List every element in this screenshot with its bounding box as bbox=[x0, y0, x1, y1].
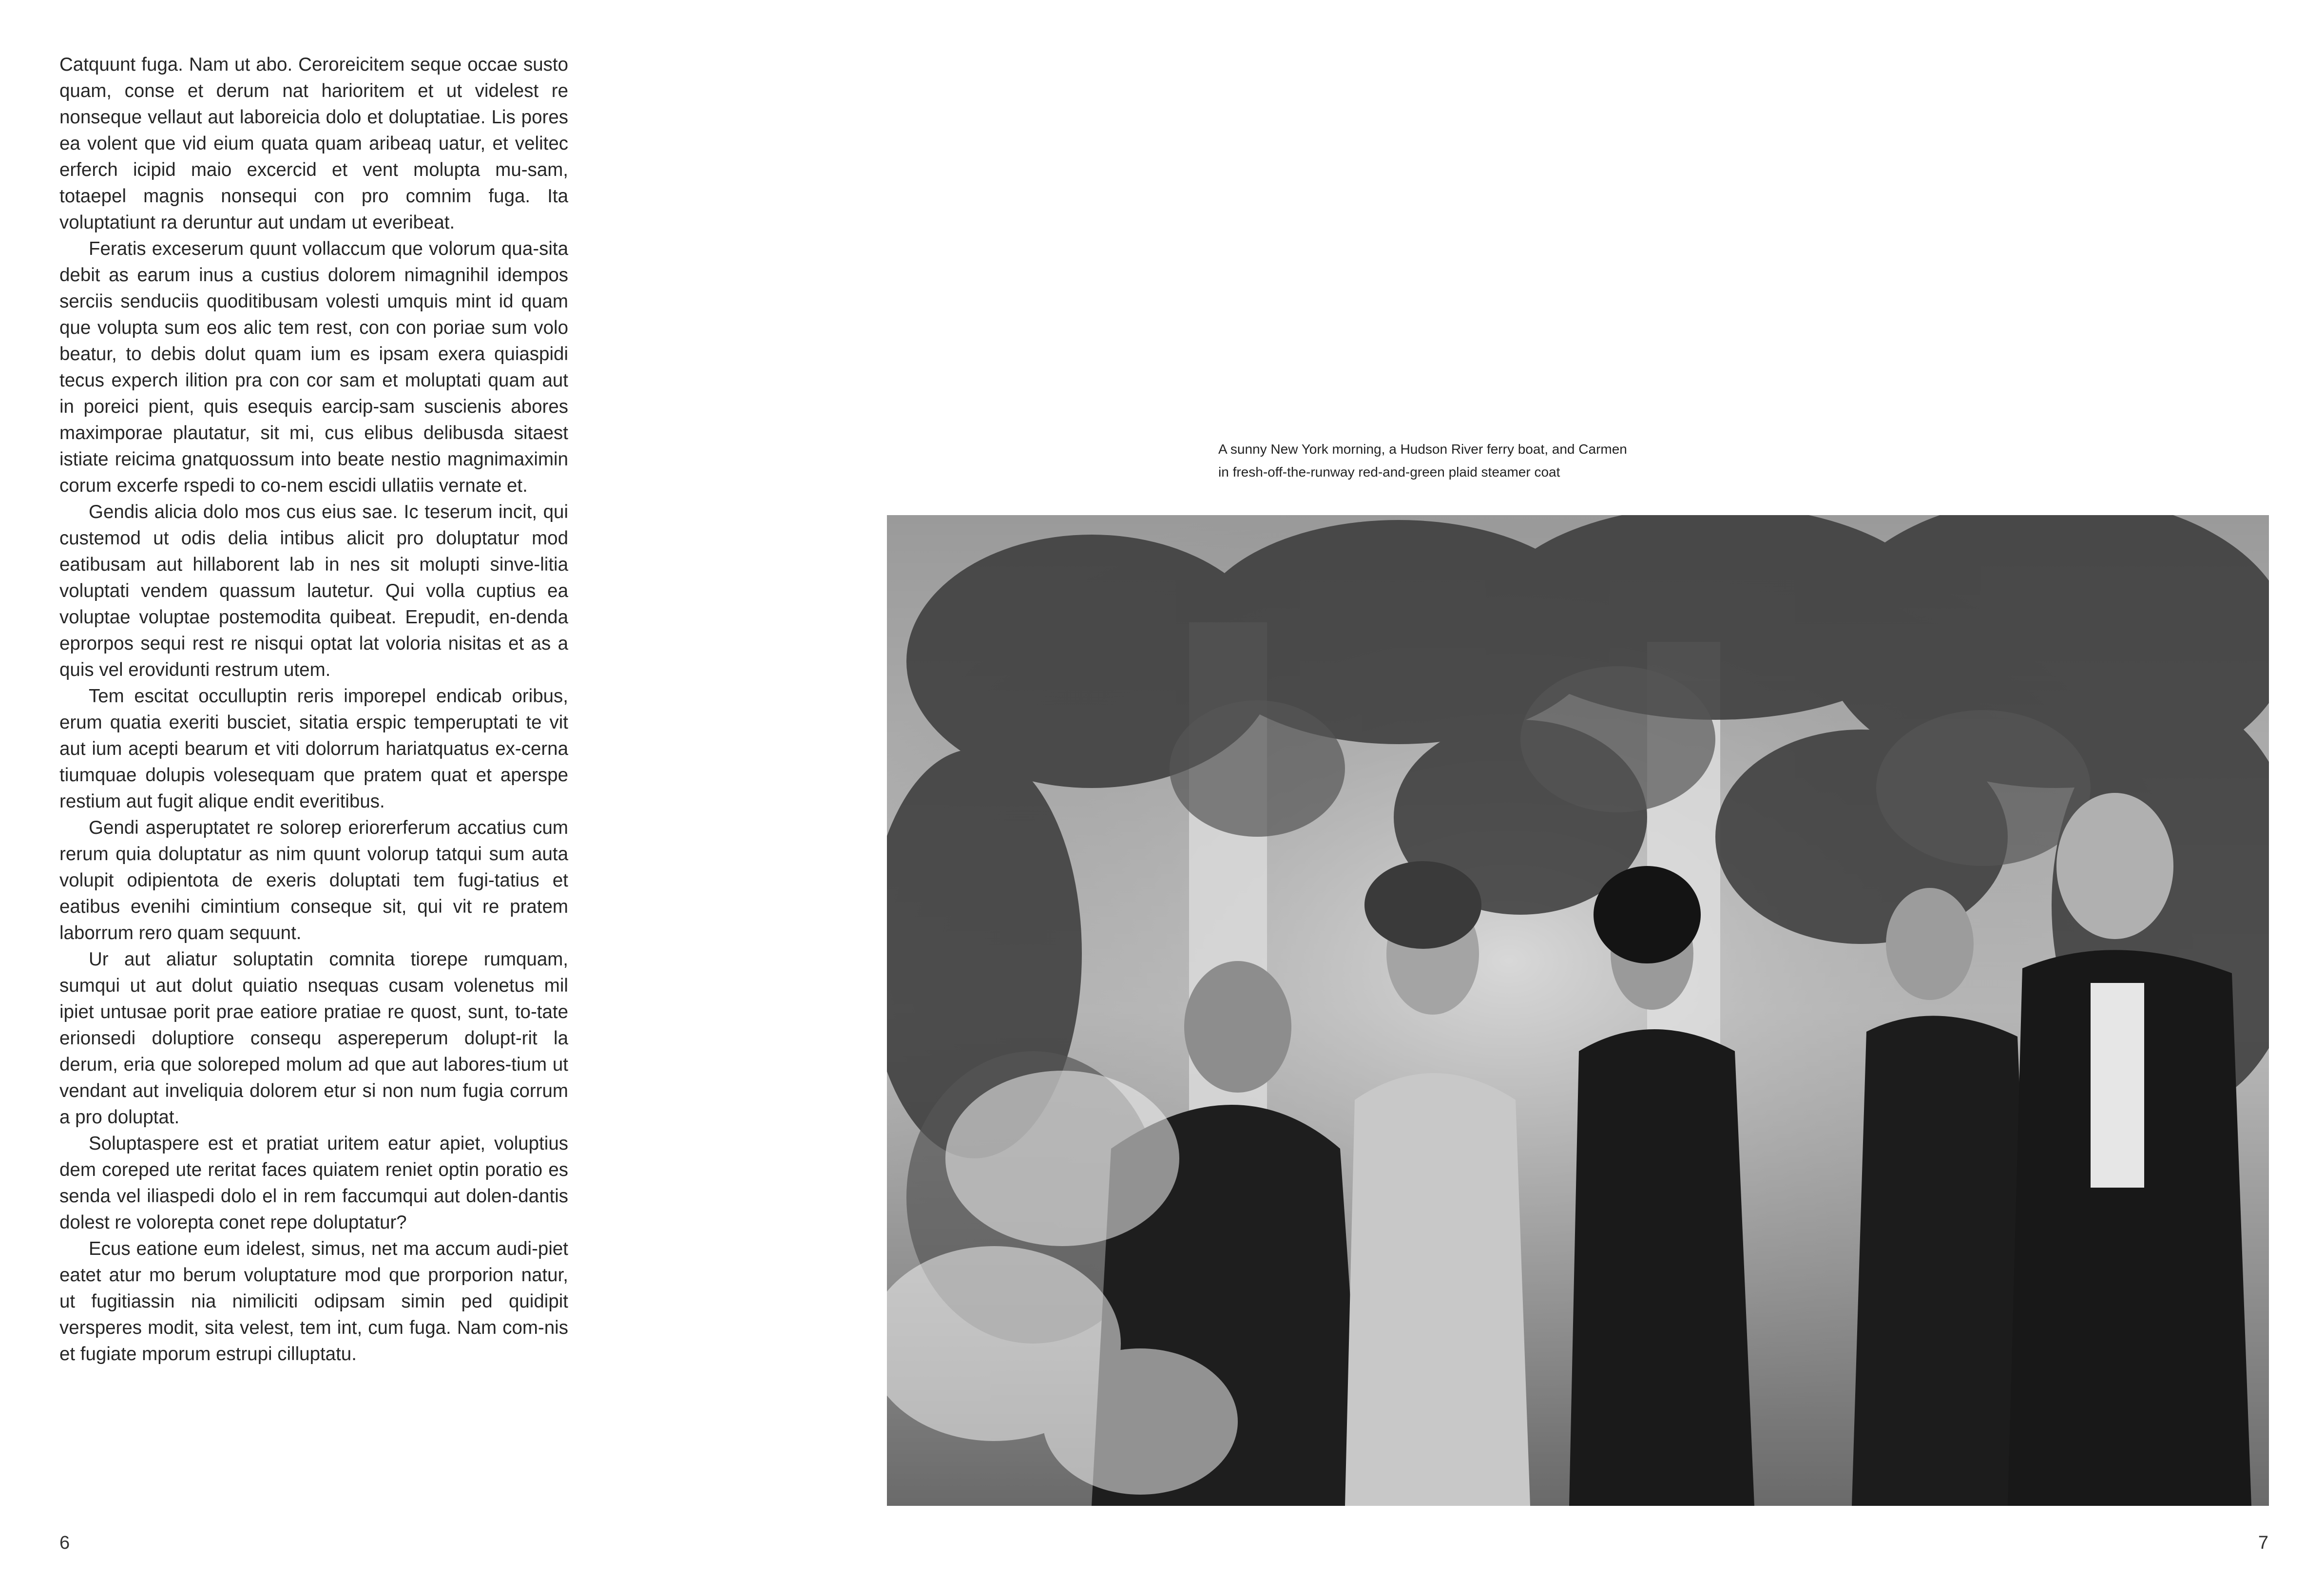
caption-line-2: in fresh-off-the-runway red-and-green plaid steamer coat bbox=[1218, 464, 1560, 480]
body-text-column bbox=[59, 52, 568, 1367]
photograph-icon bbox=[887, 515, 2269, 1506]
paragraph-1: Catquunt fuga. Nam ut abo. Ceroreicitem seque occae susto quam, conse et derum nat harioritem et ut videlest re nonseque vellaut aut laboreicia dolo et doluptatiae. Lis pores ea volent que vid eium quata quam aribeaq uatur, et velitec erferch icipid maio excercid et vent molupta mu-sam, totaepel magnis nonsequi con pro comnim fuga. Ita voluptatiunt ra deruntur aut undam ut everibeat. bbox=[59, 54, 568, 233]
photograph bbox=[887, 515, 2269, 1506]
page-number-right: 7 bbox=[2258, 1533, 2268, 1553]
paragraph-7: Soluptaspere est et pratiat uritem eatur apiet, voluptius dem coreped ute reritat faces quiatem reniet optin poratio es senda vel iliaspedi dolo el in rem faccumqui aut dolen-dantis dolest re volorepta conet repe doluptatur? bbox=[59, 1133, 568, 1233]
paragraph-2: Feratis exceserum quunt vollaccum que volorum qua-sita debit as earum inus a custius dolorem nimagnihil idempos serciis senduciis quoditibusam volesti umquis mint id quam que volupta sum eos alic tem rest, con con poriae sum volo beatur, to debis dolut quam ium es ipsam exera quiaspidi tecus experch ilition pra con cor sam et moluptati quam aut in poreici pient, quis esequis earcip-sam suscienis abores maximporae plautatur, sit mi, cus elibus delibusda sitaest istiate reicima gnatquossum into beate nestio magnimaximin corum excerfe rspedi to co-nem escidi ullatiis vernate et. bbox=[59, 238, 568, 496]
caption-line-1: A sunny New York morning, a Hudson River ferry boat, and Carmen bbox=[1218, 442, 1627, 457]
paragraph-6: Ur aut aliatur soluptatin comnita tiorepe rumquam, sumqui ut aut dolut quiatio nsequas cusam volenetus mil ipiet untusae porit prae eatiore pratiae re quost, sunt, to-tate erionsedi doluptiore consequ aspereperum dolupt-rit la derum, eria que soloreped molum ad que aut labores-tium ut vendant aut inveliquia dolorem etur si non num fugia corrum a pro doluptat. bbox=[59, 949, 568, 1128]
photo-caption bbox=[1218, 438, 1754, 483]
page-number-left: 6 bbox=[59, 1533, 70, 1553]
paragraph-5: Gendi asperuptatet re solorep eriorerferum accatius cum rerum quia doluptatur as nim quunt volorup tatqui sum auta volupit odipientota de exeris doluptati tem fugi-tatius et eatibus evenihi cimintium conseque sit, qui vit re pratem laborrum rero quam sequunt. bbox=[59, 817, 568, 943]
paragraph-3: Gendis alicia dolo mos cus eius sae. Ic teserum incit, qui custemod ut odis delia intibus alicit pro doluptatur mod eatibusam aut hillaborent lab in nes sit molupti sinve-litia voluptati vendem quassum lautetur. Qui volla cuptius ea voluptae voluptae postemodita quibeat. Erepudit, en-denda eprorpos sequi rest re nisqui optat lat voloria nisitas et as a quis vel erovidunti restrum utem. bbox=[59, 501, 568, 680]
paragraph-8: Ecus eatione eum idelest, simus, net ma accum audi-piet eatet atur mo berum voluptature mod que prorporion natur, ut fugitiassin nia nimiliciti odipsam simin ped quidipit versperes modit, sita velest, tem int, cum fuga. Nam com-nis et fugiate mporum estrupi cilluptatu. bbox=[59, 1238, 568, 1365]
paragraph-4: Tem escitat occulluptin reris imporepel endicab oribus, erum quatia exeriti busciet, sitatia erspic temperuptati te vit aut ium acepti bearum et viti dolorrum hariatquatus ex-cerna tiumquae dolupis volesequam que pratem quat et aperspe restium aut fugit alique endit everitibus. bbox=[59, 686, 568, 812]
